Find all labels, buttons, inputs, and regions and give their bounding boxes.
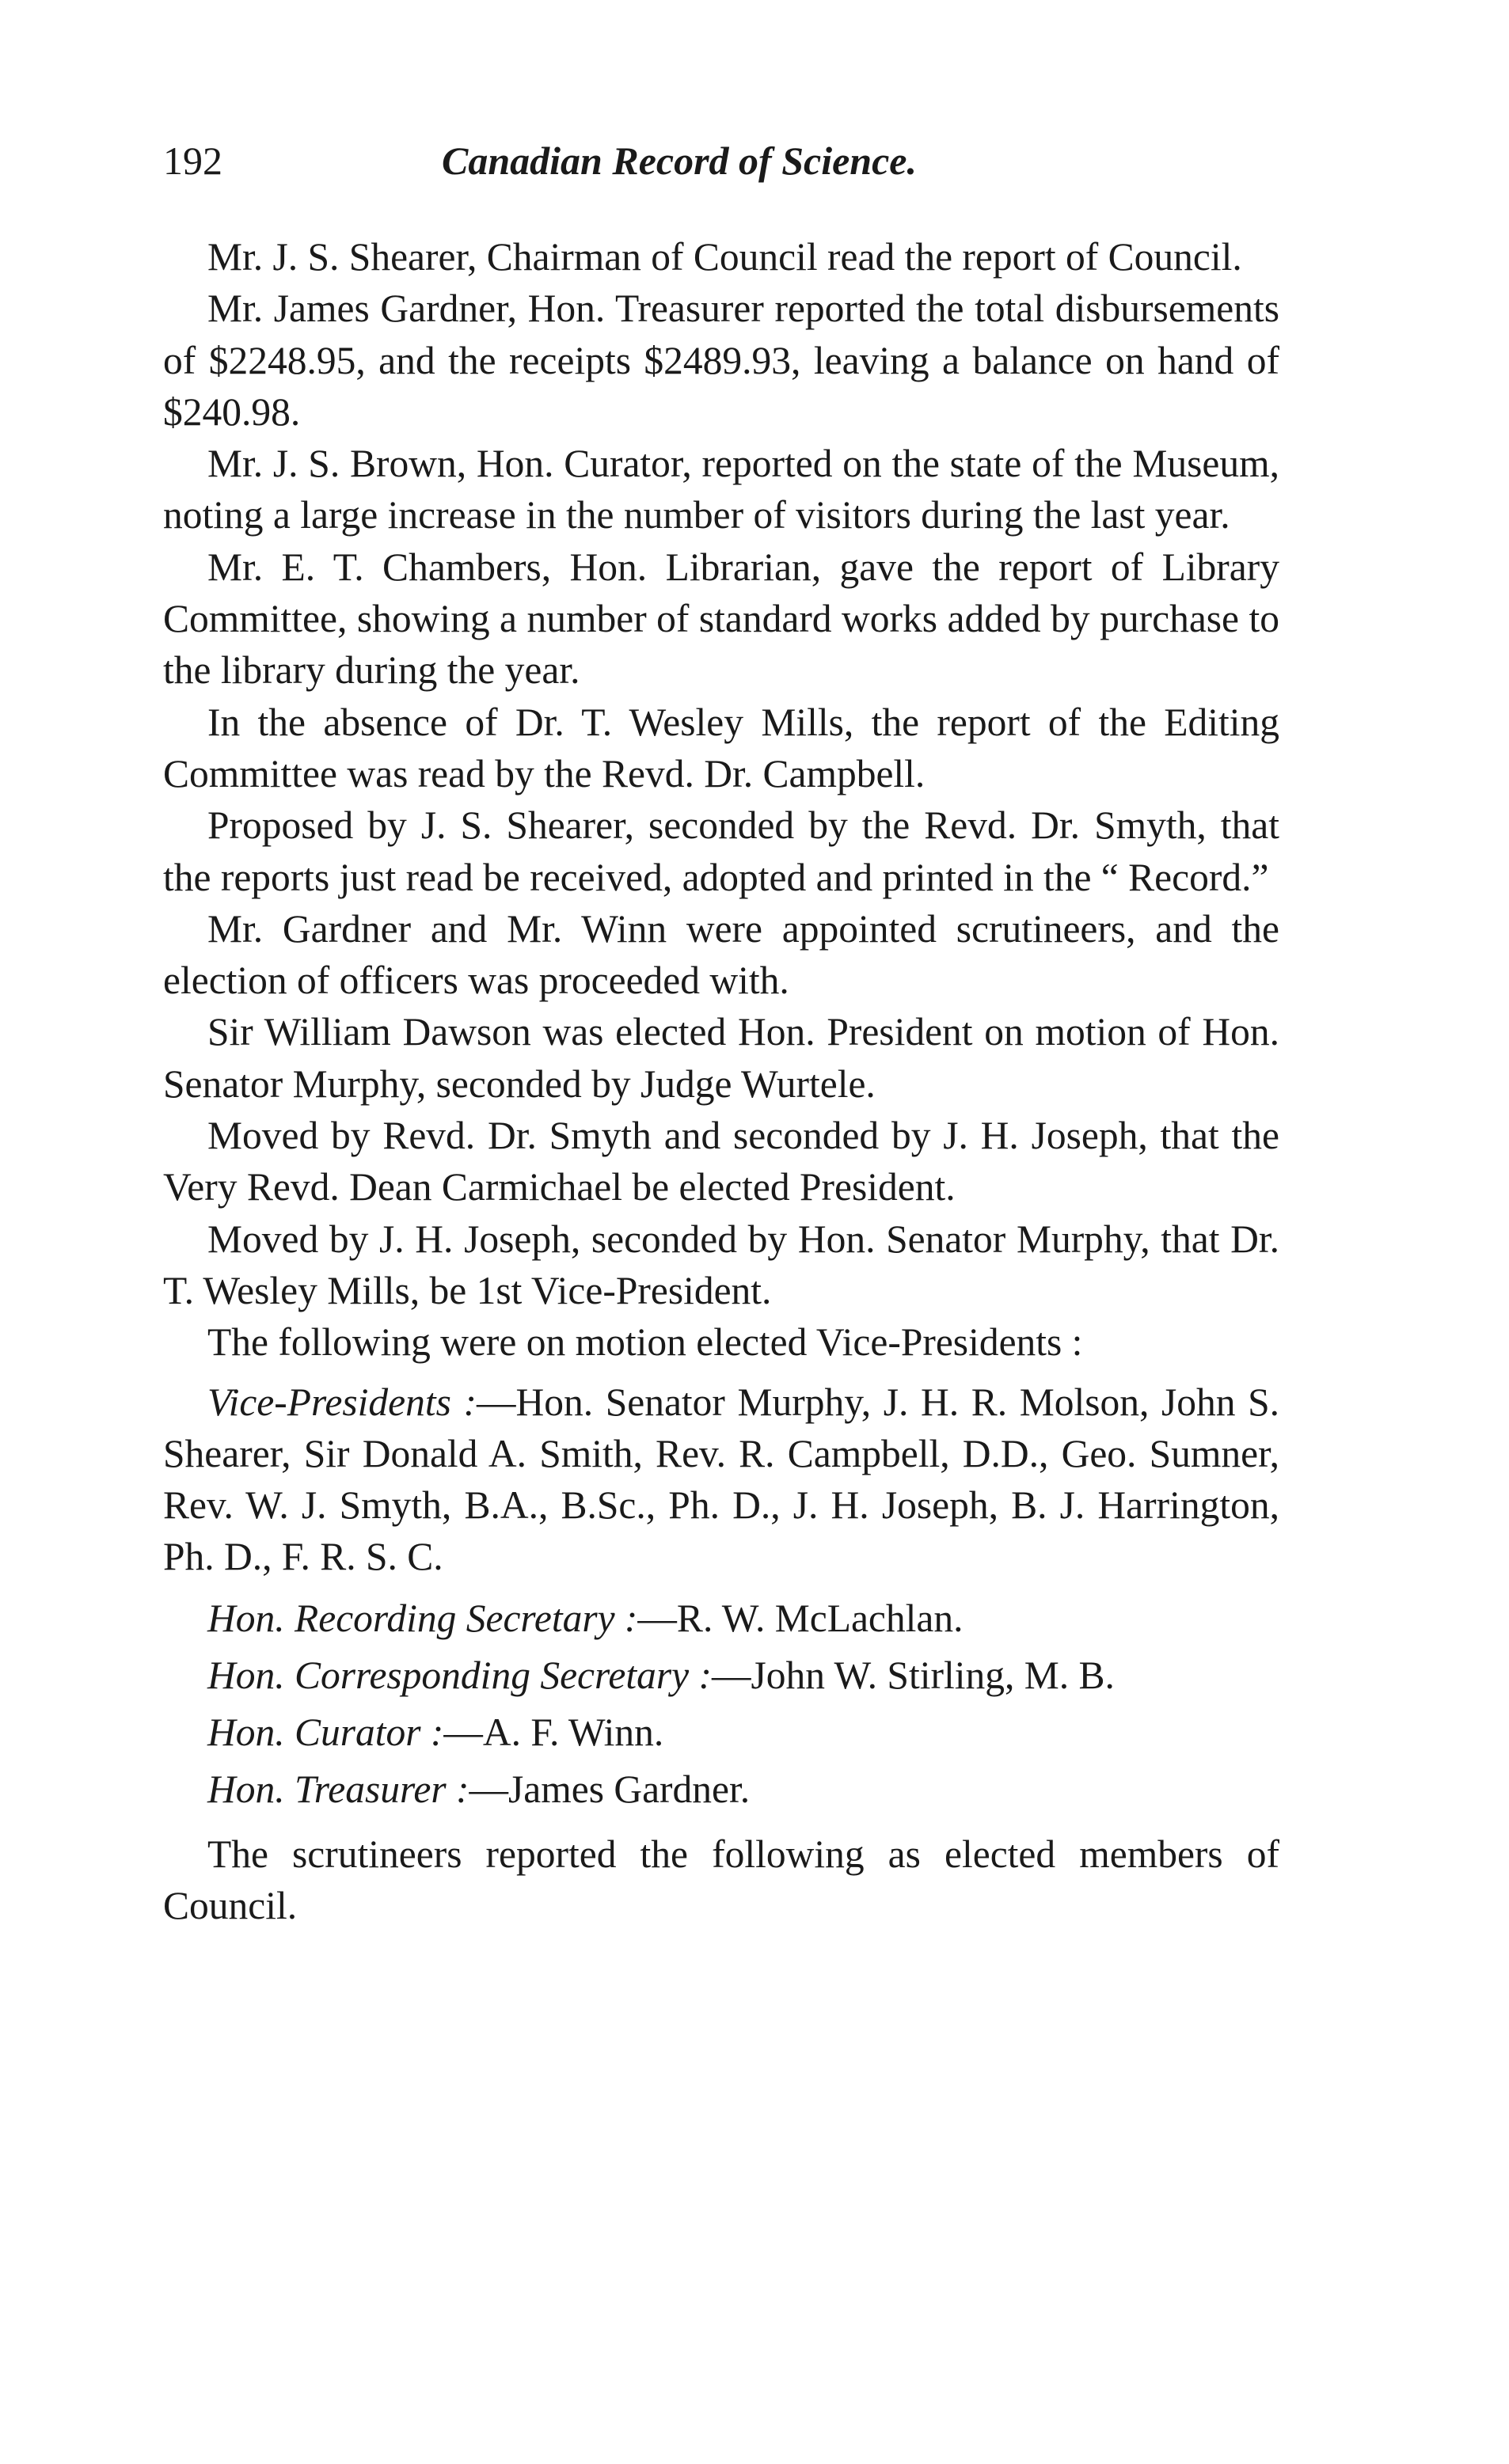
paragraph-treasurer-report: Mr. James Gardner, Hon. Treasurer reported the total disbursements of $2248.95, and the receipts $2489.93, leaving a balance on hand of $240.98.	[163, 287, 1279, 434]
paragraph-first-vice-president: Moved by J. H. Joseph, seconded by Hon. Senator Murphy, that Dr. T. Wesley Mills, be 1st Vice-President.	[163, 1217, 1279, 1312]
running-head: Canadian Record of Science.	[442, 139, 917, 183]
paragraph-council-members-intro: The scrutineers reported the following as elected members of Council.	[163, 1832, 1279, 1928]
page-number: 192	[163, 139, 222, 183]
paragraph-scrutineers: Mr. Gardner and Mr. Winn were appointed scrutineers, and the election of officers was proceeded with.	[163, 906, 1279, 1003]
paragraph-vice-presidents-intro: The following were on motion elected Vice-Presidents :	[207, 1320, 1083, 1365]
paragraph-editing-committee: In the absence of Dr. T. Wesley Mills, the report of the Editing Committee was read by the Revd. Dr. Campbell.	[163, 700, 1279, 795]
paragraph-hon-president: Sir William Dawson was elected Hon. President on motion of Hon. Senator Murphy, seconded by Judge Wurtele.	[163, 1010, 1279, 1106]
office-holder: —R. W. McLachlan.	[637, 1596, 964, 1640]
office-holder: —John W. Stirling, M. B.	[712, 1653, 1115, 1697]
office-treasurer	[207, 1764, 1279, 1820]
office-recording-secretary	[207, 1593, 1279, 1650]
office-title: Hon. Recording Secretary :	[207, 1596, 638, 1640]
office-title: Hon. Treasurer :	[207, 1767, 469, 1811]
office-holder: —James Gardner.	[469, 1767, 751, 1811]
office-title: Hon. Corresponding Secretary :	[207, 1653, 712, 1697]
officers-list	[163, 1593, 1279, 1820]
office-corresponding-secretary	[207, 1650, 1279, 1707]
paragraph-president: Moved by Revd. Dr. Smyth and seconded by J. H. Joseph, that the Very Revd. Dean Carmichael be elected President.	[163, 1114, 1279, 1209]
vice-presidents-title: Vice-Presidents :	[207, 1380, 477, 1424]
paragraph-librarian-report: Mr. E. T. Chambers, Hon. Librarian, gave the report of Library Committee, showing a number of standard works added by purchase to the library during the year.	[163, 545, 1279, 693]
paragraph-council-report: Mr. J. S. Shearer, Chairman of Council read the report of Council.	[207, 235, 1242, 279]
paragraph-curator-report: Mr. J. S. Brown, Hon. Curator, reported on the state of the Museum, noting a large increase in the number of visitors during the last year.	[163, 442, 1279, 537]
page-header	[163, 133, 1287, 204]
vice-presidents-names: —Hon. Senator Murphy, J. H. R. Molson, John S. Shearer, Sir Donald A. Smith, Rev. R. Campbell, D.D., Geo. Sumner, Rev. W. J. Smyth, B.A., B.Sc., Ph. D., J. H. Joseph, B. J. Harrington, Ph. D., F. R. S. C.	[163, 1380, 1279, 1579]
office-curator	[207, 1707, 1279, 1764]
vice-presidents-list	[163, 1376, 1279, 1583]
body-text	[163, 231, 1279, 1931]
paragraph-reports-adopted: Proposed by J. S. Shearer, seconded by the Revd. Dr. Smyth, that the reports just read be received, adopted and printed in the “ Record.”	[163, 803, 1279, 899]
office-holder: —A. F. Winn.	[443, 1710, 664, 1754]
office-title: Hon. Curator :	[207, 1710, 444, 1754]
